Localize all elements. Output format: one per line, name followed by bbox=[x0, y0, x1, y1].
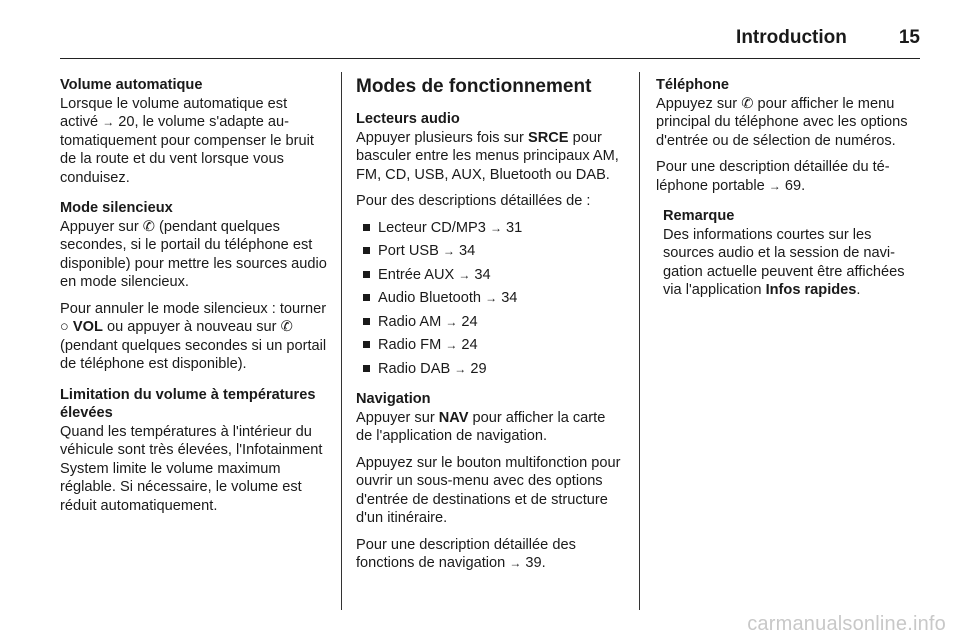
section-telephone bbox=[656, 76, 926, 195]
reference-arrow-icon: → bbox=[509, 556, 522, 570]
paragraph: Pour une description détaillée du téléphone portable → 69. bbox=[656, 159, 890, 194]
phone-icon: ✆ bbox=[142, 218, 155, 235]
column-3 bbox=[656, 76, 926, 308]
reference-arrow-icon: → bbox=[445, 338, 458, 352]
section-title: Téléphone bbox=[656, 77, 729, 93]
phone-icon: ✆ bbox=[280, 319, 293, 335]
paragraph: Pour annuler le mode silencieux : tourner ○ VOL ou appuyer à nouveau sur ✆ (pendant quelques secondes si un portail de téléphone est disponible). bbox=[60, 300, 327, 372]
reference-arrow-icon: → bbox=[454, 361, 467, 376]
list-item: Radio FM → 24 bbox=[356, 336, 624, 355]
paragraph: Appuyer sur NAV pour afficher la carte de l'application de navigation. bbox=[356, 409, 606, 444]
note-box bbox=[656, 207, 926, 300]
paragraph: Appuyer plusieurs fois sur SRCE pour basculer entre les menus principaux AM, FM, CD, USB, AUX, Bluetooth ou DAB. bbox=[356, 129, 619, 183]
column-divider bbox=[341, 72, 342, 610]
header-title: Introduction bbox=[736, 27, 847, 48]
section-title: Lecteurs audio bbox=[356, 111, 460, 127]
column-divider bbox=[639, 72, 640, 610]
list-item: Port USB → 34 bbox=[356, 242, 624, 261]
paragraph: Appuyez sur ✆ pour afficher le menu principal du téléphone avec les options d'entrée ou de sélection de numéros. bbox=[656, 95, 908, 149]
section-title: Limitation du volume à températures élevées bbox=[60, 386, 316, 421]
section-mode-silencieux bbox=[60, 199, 328, 374]
chapter-title: Modes de fonctionnement bbox=[356, 76, 592, 97]
phone-icon: ✆ bbox=[741, 95, 754, 112]
knob-icon: ○ bbox=[60, 319, 69, 335]
section-lecteurs-audio bbox=[356, 110, 624, 378]
watermark: carmanualsonline.info bbox=[747, 613, 946, 635]
paragraph: Pour une description détaillée des fonctions de navigation → 39. bbox=[356, 536, 576, 571]
reference-arrow-icon: → bbox=[102, 115, 115, 129]
section-title: Navigation bbox=[356, 391, 431, 407]
section-title: Volume automatique bbox=[60, 77, 203, 93]
paragraph: Des informations courtes sur les sources audio et la session de navigation actuelle peuvent être affichées via l'application Infos rapides. bbox=[663, 226, 905, 298]
section-limitation-volume bbox=[60, 386, 328, 516]
section-volume-auto bbox=[60, 76, 328, 187]
reference-arrow-icon: → bbox=[458, 267, 471, 282]
section-title: Mode silencieux bbox=[60, 200, 173, 216]
paragraph: Appuyez sur le bouton multifonction pour ouvrir un sous-menu avec des options d'entrée de destinations et de structure d'un itinéraire. bbox=[356, 454, 621, 526]
note-title: Remarque bbox=[663, 208, 735, 224]
reference-arrow-icon: → bbox=[489, 220, 502, 235]
audio-sources-list bbox=[356, 219, 624, 379]
column-1 bbox=[60, 76, 328, 527]
column-2 bbox=[356, 76, 624, 585]
reference-arrow-icon: → bbox=[442, 244, 455, 258]
paragraph: Pour des descriptions détaillées de : bbox=[356, 193, 591, 209]
section-navigation bbox=[356, 390, 624, 573]
page-number: 15 bbox=[898, 27, 920, 48]
list-item: Entrée AUX → 34 bbox=[356, 266, 624, 285]
reference-arrow-icon: → bbox=[768, 178, 781, 193]
page-header bbox=[60, 18, 920, 59]
list-item: Radio AM → 24 bbox=[356, 313, 624, 332]
paragraph: Quand les températures à l'intérieur du véhicule sont très élevées, l'Infotainment System limite le volume maximum réglable. Si nécessaire, le volume est réduit automatiquement. bbox=[60, 423, 323, 514]
reference-arrow-icon: → bbox=[485, 291, 498, 305]
list-item: Audio Bluetooth → 34 bbox=[356, 289, 624, 308]
reference-arrow-icon: → bbox=[445, 314, 458, 329]
list-item: Lecteur CD/MP3 → 31 bbox=[356, 219, 624, 238]
list-item: Radio DAB → 29 bbox=[356, 360, 624, 379]
paragraph: Lorsque le volume automatique est activé → 20, le volume s'adapte automatiquement pour compenser le bruit de la route et du vent lorsque vous conduisez. bbox=[60, 95, 314, 186]
paragraph: Appuyer sur ✆ (pendant quelques secondes, si le portail du téléphone est disponible) pour mettre les sources audio en mode silencieux. bbox=[60, 218, 327, 290]
